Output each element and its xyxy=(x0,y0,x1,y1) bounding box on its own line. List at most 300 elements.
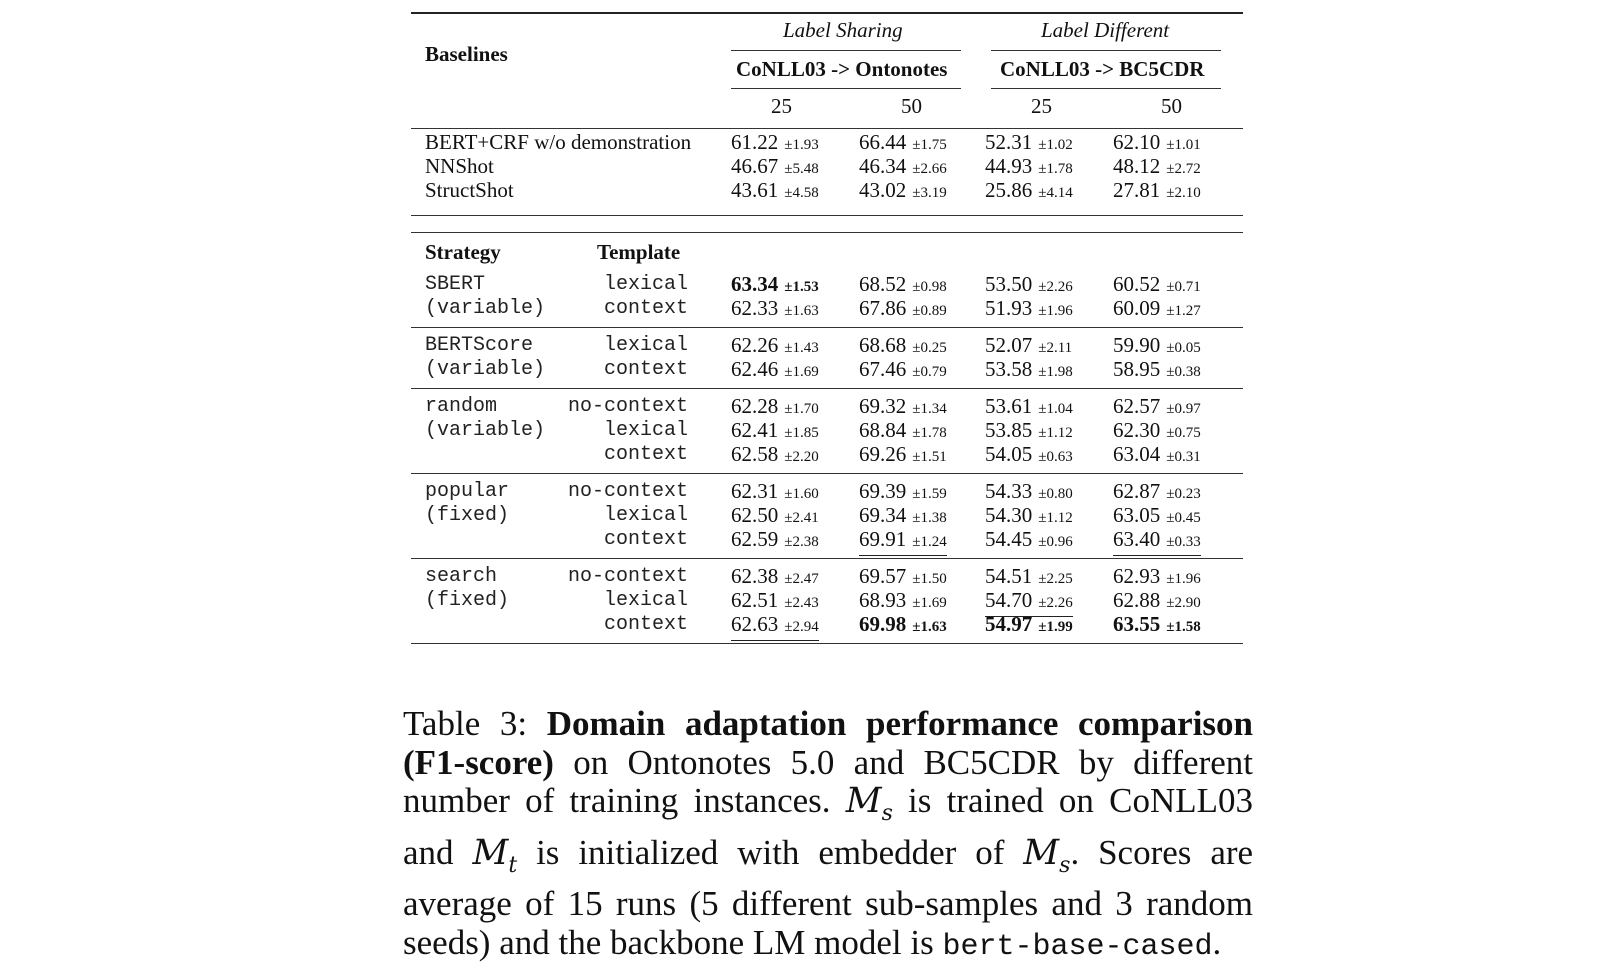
score-mean: 62.31 xyxy=(731,479,779,503)
score-value xyxy=(731,154,819,181)
score-mean: 54.30 xyxy=(985,503,1033,527)
score-mean: 43.02 xyxy=(859,178,907,202)
score-value xyxy=(859,357,947,384)
score-value xyxy=(859,178,947,205)
score-value xyxy=(731,442,819,469)
model-target-symbol: $M_t$ xyxy=(472,832,518,878)
score-std: ±4.58 xyxy=(784,185,819,201)
score-value xyxy=(985,503,1073,530)
score-cell xyxy=(1113,333,1201,360)
score-mean: 62.41 xyxy=(731,418,779,442)
score-cell xyxy=(985,564,1073,591)
score-cell xyxy=(985,503,1073,530)
score-cell xyxy=(859,178,947,205)
score-cell xyxy=(1113,442,1201,469)
score-mean: 62.50 xyxy=(731,503,779,527)
header-rule xyxy=(411,128,1243,129)
template-name: no-context xyxy=(567,565,688,588)
score-value xyxy=(859,154,947,181)
score-value xyxy=(731,564,819,591)
dataset1-underline xyxy=(731,88,961,89)
score-mean: 51.93 xyxy=(985,296,1033,320)
score-std: ±1.12 xyxy=(1038,510,1073,526)
score-mean: 54.70 xyxy=(985,588,1033,612)
score-value xyxy=(859,588,947,615)
score-std: ±2.10 xyxy=(1166,185,1201,201)
group-rule xyxy=(411,643,1243,644)
score-mean: 62.57 xyxy=(1113,394,1161,418)
score-cell xyxy=(859,479,947,506)
model-source-symbol: $M_s$ xyxy=(1023,832,1071,878)
group1-underline xyxy=(731,50,961,51)
score-std: ±0.05 xyxy=(1166,340,1201,356)
score-mean: 58.95 xyxy=(1113,357,1161,381)
score-cell xyxy=(731,588,819,615)
score-std: ±1.98 xyxy=(1038,364,1073,380)
score-mean: 60.09 xyxy=(1113,296,1161,320)
score-value xyxy=(1113,479,1201,506)
score-cell xyxy=(859,442,947,469)
strategy-header: Strategy xyxy=(425,240,501,264)
score-mean: 43.61 xyxy=(731,178,779,202)
score-std: ±2.94 xyxy=(784,619,819,635)
score-cell xyxy=(1113,503,1201,530)
score-std: ±1.34 xyxy=(912,401,947,417)
score-mean: 62.26 xyxy=(731,333,779,357)
score-mean: 66.44 xyxy=(859,130,907,154)
score-value xyxy=(1113,588,1201,615)
score-value xyxy=(731,418,819,445)
score-value xyxy=(859,527,947,556)
score-value xyxy=(985,418,1073,445)
score-mean: 63.04 xyxy=(1113,442,1161,466)
template-name: lexical xyxy=(603,419,688,442)
score-value xyxy=(731,503,819,530)
score-mean: 62.10 xyxy=(1113,130,1161,154)
score-std: ±0.80 xyxy=(1038,486,1073,502)
score-cell xyxy=(859,333,947,360)
score-mean: 60.52 xyxy=(1113,272,1161,296)
score-std: ±1.50 xyxy=(912,571,947,587)
score-cell xyxy=(985,130,1073,157)
score-cell xyxy=(731,130,819,157)
score-cell xyxy=(1113,479,1201,506)
score-cell xyxy=(731,564,819,591)
score-std: ±2.90 xyxy=(1166,595,1201,611)
score-cell xyxy=(1113,130,1201,157)
strategy-name: random xyxy=(425,395,498,418)
template-name: lexical xyxy=(603,273,688,296)
score-cell xyxy=(859,272,947,299)
caption-text: . Scores are average of 15 runs (5 different sub-samples and 3 random seeds) and the backbone LM model is xyxy=(403,832,1254,962)
score-mean: 63.34 xyxy=(731,272,779,296)
template-name: context xyxy=(603,297,688,320)
score-std: ±0.45 xyxy=(1166,510,1201,526)
score-std: ±2.11 xyxy=(1038,340,1073,356)
score-std: ±0.97 xyxy=(1166,401,1201,417)
score-std: ±2.38 xyxy=(784,534,819,550)
dataset2-header: CoNLL03 -> BC5CDR xyxy=(1000,57,1205,81)
strategy-name: search xyxy=(425,565,498,588)
score-value xyxy=(731,479,819,506)
template-name: no-context xyxy=(567,480,688,503)
score-value xyxy=(1113,272,1201,299)
group-rule xyxy=(411,473,1243,474)
score-value xyxy=(859,296,947,323)
score-mean: 48.12 xyxy=(1113,154,1161,178)
top-rule xyxy=(411,12,1243,14)
shot-header: 50 xyxy=(1161,94,1182,118)
template-name: lexical xyxy=(603,589,688,612)
score-mean: 62.30 xyxy=(1113,418,1161,442)
score-std: ±2.26 xyxy=(1038,279,1073,295)
template-name: lexical xyxy=(603,334,688,357)
score-value xyxy=(1113,564,1201,591)
score-std: ±0.75 xyxy=(1166,425,1201,441)
score-cell xyxy=(985,418,1073,445)
score-cell xyxy=(731,442,819,469)
score-value xyxy=(985,394,1073,421)
score-mean: 69.57 xyxy=(859,564,907,588)
score-mean: 53.85 xyxy=(985,418,1033,442)
score-cell xyxy=(1113,272,1201,299)
score-cell xyxy=(731,178,819,205)
score-cell xyxy=(859,527,947,556)
score-cell xyxy=(1113,418,1201,445)
score-mean: 53.50 xyxy=(985,272,1033,296)
score-cell xyxy=(1113,178,1201,205)
score-value xyxy=(1113,503,1201,530)
score-value xyxy=(859,333,947,360)
dataset2-underline xyxy=(991,88,1221,89)
score-cell xyxy=(985,272,1073,299)
shot-header: 50 xyxy=(901,94,922,118)
score-std: ±0.33 xyxy=(1166,534,1201,550)
caption-text: is initialized with embedder of xyxy=(536,832,1005,872)
table-caption: Table 3: Domain adaptation performance comparison (F1-score) on Ontonotes 5.0 and BC5CDR by different number of training instances. $M_s$ is trained on CoNLL03 and $M_t$ is initialized with embedder of $M_s$. Scores are average of 15 runs (5 different sub-samples and 3 random seeds) and the backbone LM model is bert-base-cased. xyxy=(403,704,1254,964)
score-cell xyxy=(985,296,1073,323)
score-mean: 68.68 xyxy=(859,333,907,357)
score-cell xyxy=(731,333,819,360)
score-value xyxy=(1113,394,1201,421)
score-mean: 62.46 xyxy=(731,357,779,381)
score-mean: 46.34 xyxy=(859,154,907,178)
score-std: ±1.53 xyxy=(784,279,819,295)
score-cell xyxy=(859,503,947,530)
score-std: ±0.89 xyxy=(912,303,947,319)
score-mean: 46.67 xyxy=(731,154,779,178)
score-value xyxy=(731,333,819,360)
score-mean: 44.93 xyxy=(985,154,1033,178)
strategy-name: (variable) xyxy=(425,358,546,381)
score-cell xyxy=(1113,564,1201,591)
score-mean: 62.63 xyxy=(731,612,779,636)
score-std: ±1.75 xyxy=(912,137,947,153)
score-mean: 68.84 xyxy=(859,418,907,442)
score-std: ±1.60 xyxy=(784,486,819,502)
score-mean: 54.45 xyxy=(985,527,1033,551)
score-value xyxy=(985,479,1073,506)
score-std: ±1.27 xyxy=(1166,303,1201,319)
strategy-name: BERTScore xyxy=(425,334,534,357)
score-value xyxy=(1113,333,1201,360)
score-std: ±1.24 xyxy=(912,534,947,550)
score-cell xyxy=(1113,588,1201,615)
score-cell xyxy=(859,588,947,615)
score-mean: 54.97 xyxy=(985,612,1033,636)
score-std: ±1.38 xyxy=(912,510,947,526)
score-std: ±1.04 xyxy=(1038,401,1073,417)
score-value xyxy=(1113,527,1201,556)
score-value xyxy=(985,357,1073,384)
score-cell xyxy=(985,333,1072,360)
score-mean: 67.86 xyxy=(859,296,907,320)
score-value xyxy=(1113,130,1201,157)
baselines-bottom-rule xyxy=(411,215,1243,216)
score-std: ±1.93 xyxy=(784,137,819,153)
score-std: ±3.19 xyxy=(912,185,947,201)
baseline-name: StructShot xyxy=(425,178,514,202)
score-std: ±2.25 xyxy=(1038,571,1073,587)
score-mean: 62.88 xyxy=(1113,588,1161,612)
score-value xyxy=(859,130,947,157)
score-std: ±1.78 xyxy=(1038,161,1073,177)
score-value xyxy=(985,178,1073,205)
score-mean: 67.46 xyxy=(859,357,907,381)
score-std: ±1.63 xyxy=(912,619,947,635)
score-std: ±1.51 xyxy=(912,449,947,465)
score-std: ±1.12 xyxy=(1038,425,1073,441)
score-cell xyxy=(731,154,819,181)
score-mean: 27.81 xyxy=(1113,178,1161,202)
template-name: no-context xyxy=(567,395,688,418)
score-value xyxy=(1113,357,1201,384)
score-std: ±1.01 xyxy=(1166,137,1201,153)
score-std: ±1.96 xyxy=(1038,303,1073,319)
score-value xyxy=(731,130,819,157)
score-cell xyxy=(859,394,947,421)
score-mean: 62.51 xyxy=(731,588,779,612)
score-cell xyxy=(985,394,1073,421)
score-cell xyxy=(985,527,1073,554)
score-std: ±1.69 xyxy=(784,364,819,380)
score-mean: 62.93 xyxy=(1113,564,1161,588)
template-name: context xyxy=(603,528,688,551)
baseline-name: BERT+CRF w/o demonstration xyxy=(425,130,692,154)
score-cell xyxy=(1113,296,1201,323)
caption-label: Table 3: xyxy=(403,704,528,743)
score-std: ±0.38 xyxy=(1166,364,1201,380)
score-value xyxy=(859,479,947,506)
score-cell xyxy=(985,479,1073,506)
caption-bold: Domain adaptation performance comparison (F1-score) xyxy=(403,704,1254,782)
score-mean: 69.34 xyxy=(859,503,907,527)
score-value xyxy=(731,272,819,299)
score-mean: 62.28 xyxy=(731,394,779,418)
model-source-symbol: $M_s$ xyxy=(845,781,893,826)
score-mean: 69.32 xyxy=(859,394,907,418)
score-value xyxy=(985,333,1072,360)
score-mean: 54.33 xyxy=(985,479,1033,503)
score-std: ±1.96 xyxy=(1166,571,1201,587)
score-mean: 54.51 xyxy=(985,564,1033,588)
score-mean: 68.52 xyxy=(859,272,907,296)
score-cell xyxy=(859,130,947,157)
score-std: ±0.63 xyxy=(1038,449,1073,465)
backbone-model-name: bert-base-cased xyxy=(942,929,1213,964)
score-std: ±1.78 xyxy=(912,425,947,441)
group-rule xyxy=(411,327,1243,328)
score-value xyxy=(859,418,947,445)
score-std: ±0.23 xyxy=(1166,486,1201,502)
score-std: ±0.96 xyxy=(1038,534,1073,550)
score-mean: 63.05 xyxy=(1113,503,1161,527)
score-mean: 69.39 xyxy=(859,479,907,503)
score-value xyxy=(731,588,819,615)
score-value xyxy=(1113,612,1201,639)
score-cell xyxy=(731,272,819,299)
score-mean: 52.07 xyxy=(985,333,1033,357)
score-std: ±2.47 xyxy=(784,571,819,587)
score-std: ±2.66 xyxy=(912,161,947,177)
score-value xyxy=(859,564,947,591)
score-cell xyxy=(859,564,947,591)
score-std: ±5.48 xyxy=(784,161,819,177)
score-value xyxy=(985,612,1073,639)
strategy-name: popular xyxy=(425,480,510,503)
score-std: ±0.79 xyxy=(912,364,947,380)
score-cell xyxy=(731,479,819,506)
score-std: ±2.43 xyxy=(784,595,819,611)
score-cell xyxy=(985,612,1073,639)
score-std: ±1.58 xyxy=(1166,619,1201,635)
template-name: context xyxy=(603,358,688,381)
score-cell xyxy=(1113,527,1201,556)
score-mean: 63.55 xyxy=(1113,612,1161,636)
group2-underline xyxy=(991,50,1221,51)
score-std: ±1.85 xyxy=(784,425,819,441)
score-mean: 25.86 xyxy=(985,178,1033,202)
shot-header: 25 xyxy=(1031,94,1052,118)
score-mean: 69.26 xyxy=(859,442,907,466)
score-std: ±1.63 xyxy=(784,303,819,319)
score-mean: 54.05 xyxy=(985,442,1033,466)
score-value xyxy=(859,394,947,421)
score-value xyxy=(731,178,819,205)
group2-header: Label Different xyxy=(1041,18,1170,42)
score-mean: 62.59 xyxy=(731,527,779,551)
score-std: ±1.70 xyxy=(784,401,819,417)
score-std: ±1.99 xyxy=(1038,619,1073,635)
strategy-name: (variable) xyxy=(425,297,546,320)
score-value xyxy=(985,564,1073,591)
score-value xyxy=(859,503,947,530)
score-value xyxy=(859,442,947,469)
score-cell xyxy=(731,503,819,530)
score-std: ±2.26 xyxy=(1038,595,1073,611)
score-std: ±4.14 xyxy=(1038,185,1073,201)
score-value xyxy=(731,296,819,323)
score-mean: 63.40 xyxy=(1113,527,1161,551)
score-value xyxy=(985,442,1073,469)
template-name: lexical xyxy=(603,504,688,527)
score-cell xyxy=(1113,394,1201,421)
score-value xyxy=(985,527,1073,554)
score-cell xyxy=(985,442,1073,469)
score-mean: 53.61 xyxy=(985,394,1033,418)
template-name: context xyxy=(603,443,688,466)
score-value xyxy=(1113,296,1201,323)
baseline-name: NNShot xyxy=(425,154,494,178)
score-mean: 52.31 xyxy=(985,130,1033,154)
score-mean: 62.33 xyxy=(731,296,779,320)
score-cell xyxy=(859,612,947,639)
score-std: ±0.98 xyxy=(912,279,947,295)
strategy-name: (fixed) xyxy=(425,504,510,527)
strategy-top-rule xyxy=(411,232,1243,233)
score-value xyxy=(1113,178,1201,205)
score-cell xyxy=(985,154,1073,181)
score-mean: 53.58 xyxy=(985,357,1033,381)
score-cell xyxy=(859,357,947,384)
score-std: ±2.20 xyxy=(784,449,819,465)
caption-text: on Ontonotes 5.0 and BC5CDR by different number of training instances. xyxy=(403,742,1254,820)
score-cell xyxy=(731,357,819,384)
baselines-header: Baselines xyxy=(425,42,508,66)
score-value xyxy=(859,272,947,299)
shot-header: 25 xyxy=(771,94,792,118)
score-mean: 59.90 xyxy=(1113,333,1161,357)
group-rule xyxy=(411,558,1243,559)
dataset1-header: CoNLL03 -> Ontonotes xyxy=(736,57,948,81)
score-cell xyxy=(859,418,947,445)
score-cell xyxy=(731,527,819,554)
score-std: ±2.72 xyxy=(1166,161,1201,177)
score-cell xyxy=(1113,357,1201,384)
score-std: ±1.69 xyxy=(912,595,947,611)
score-cell xyxy=(985,357,1073,384)
strategy-name: SBERT xyxy=(425,273,486,296)
score-cell xyxy=(731,296,819,323)
score-value xyxy=(985,272,1073,299)
template-name: context xyxy=(603,613,688,636)
score-std: ±2.41 xyxy=(784,510,819,526)
score-cell xyxy=(731,394,819,421)
score-std: ±1.59 xyxy=(912,486,947,502)
score-cell xyxy=(731,418,819,445)
score-std: ±0.31 xyxy=(1166,449,1201,465)
score-value xyxy=(859,612,947,639)
score-std: ±0.25 xyxy=(912,340,947,356)
score-mean: 61.22 xyxy=(731,130,779,154)
score-mean: 69.91 xyxy=(859,527,907,551)
score-mean: 69.98 xyxy=(859,612,907,636)
score-value xyxy=(731,394,819,421)
score-mean: 62.87 xyxy=(1113,479,1161,503)
score-std: ±1.43 xyxy=(784,340,819,356)
score-value xyxy=(985,154,1073,181)
score-mean: 62.38 xyxy=(731,564,779,588)
caption-text: is trained on CoNLL03 and xyxy=(403,781,1253,872)
score-cell xyxy=(1113,154,1201,181)
strategy-name: (variable) xyxy=(425,419,546,442)
score-cell xyxy=(859,154,947,181)
score-value xyxy=(731,527,819,554)
score-cell xyxy=(985,178,1073,205)
score-std: ±1.02 xyxy=(1038,137,1073,153)
group1-header: Label Sharing xyxy=(783,18,903,42)
score-value xyxy=(731,357,819,384)
